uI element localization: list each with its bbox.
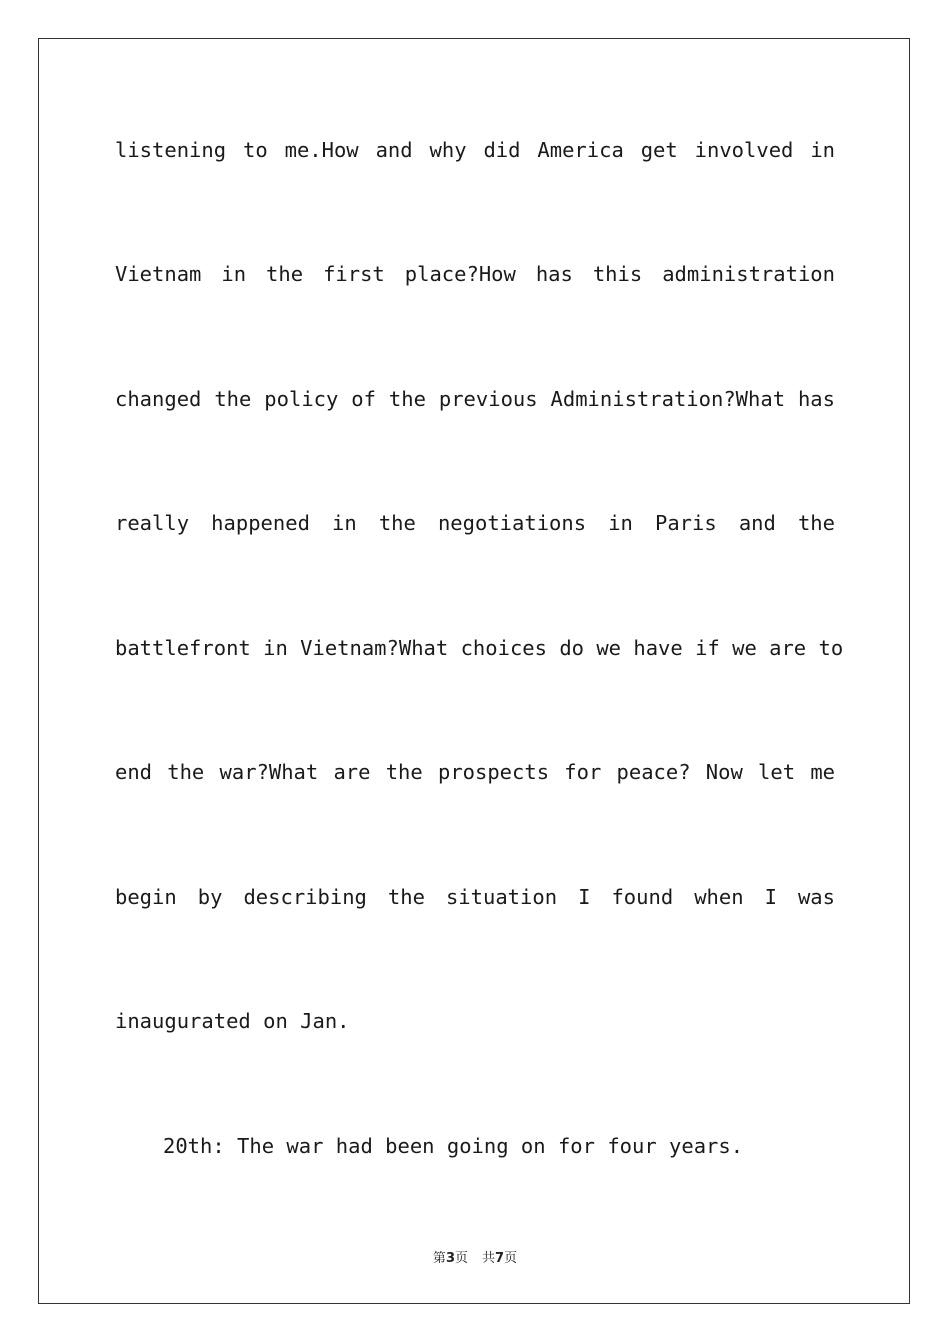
page-number: 3	[445, 1251, 455, 1266]
page-suffix: 页	[454, 1251, 468, 1266]
text-line: begin by describing the situation I found when I was	[115, 885, 835, 909]
total-prefix: 共	[482, 1251, 496, 1266]
text-line: battlefront in Vietnam?What choices do we have if we are to	[115, 636, 844, 660]
page-footer	[0, 1247, 950, 1266]
text-line: really happened in the negotiations in Paris and the	[115, 511, 835, 535]
total-pages: 7	[495, 1251, 505, 1266]
text-line: listening to me.How and why did America get involved in	[115, 138, 835, 162]
text-line: changed the policy of the previous Administration?What has	[115, 387, 835, 411]
page-border	[38, 38, 910, 1304]
text-line: Vietnam in the first place?How has this administration	[115, 262, 835, 286]
paragraph-start-line: 20th: The war had been going on for four years.	[163, 1134, 744, 1158]
page-prefix: 第	[432, 1251, 446, 1266]
total-suffix: 页	[504, 1251, 518, 1266]
text-line: end the war?What are the prospects for peace? Now let me	[115, 760, 835, 784]
text-line: inaugurated on Jan.	[115, 1009, 350, 1033]
